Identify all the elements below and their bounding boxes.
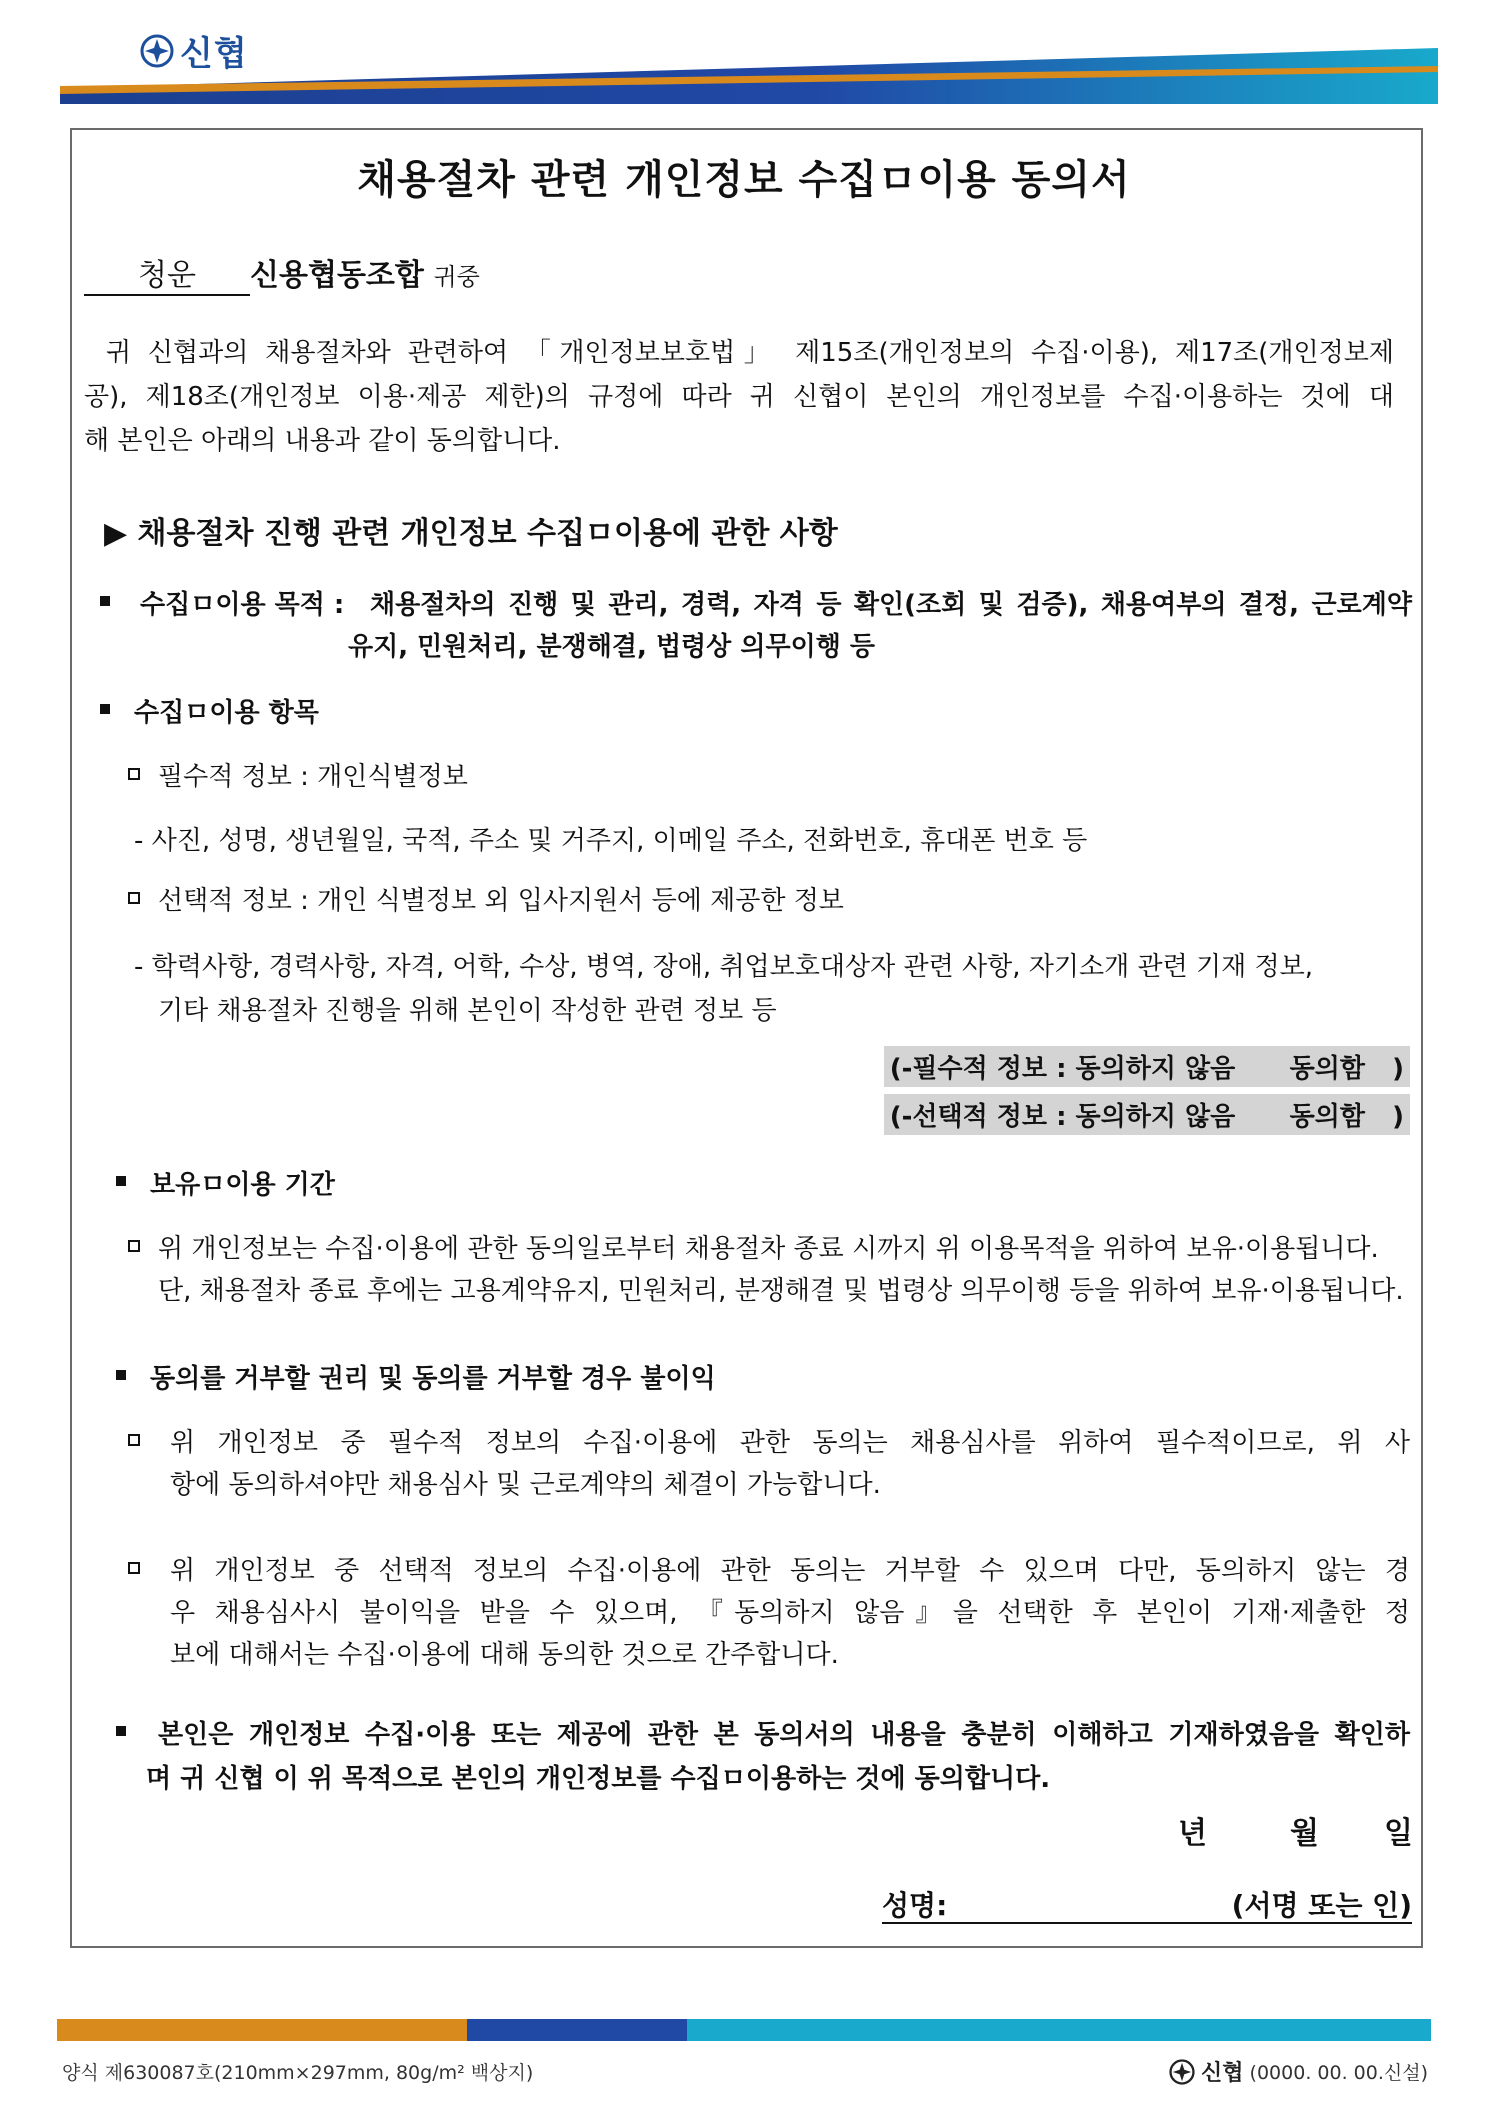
logo-wordmark: 신협 [180, 34, 248, 74]
bullet-icon [116, 1370, 126, 1380]
form-info: 양식 제630087호(210mm×297mm, 80g/m² 백상지) [62, 2062, 534, 2084]
required-info-label: 필수적 정보 : 개인식별정보 [158, 762, 468, 792]
footer-version: (0000. 00. 00.신설) [1249, 2062, 1428, 2084]
header-band [60, 48, 1438, 104]
final-line-1: 본인은 개인정보 수집·이용 또는 제공에 관한 본 동의서의 내용을 충분히 이해하고 기재하였음을 확인하 [158, 1720, 1410, 1750]
refuse2-line-3: 보에 대해서는 수집·이용에 대해 동의한 것으로 간주합니다. [170, 1640, 839, 1670]
cu-logo-icon [1169, 2059, 1195, 2085]
recipient-org: 신용협동조합 [250, 258, 424, 293]
checkbox-bullet-icon [128, 892, 140, 904]
final-line-2: 며 귀 신협 이 위 목적으로 본인의 개인정보를 수집ㅁ이용하는 것에 동의합니다. [146, 1764, 1051, 1794]
consent-required-row[interactable]: (-필수적 정보 : 동의하지 않음 동의함 ) [884, 1046, 1410, 1087]
retention-heading: 보유ㅁ이용 기간 [150, 1170, 335, 1200]
date-day[interactable]: 일 [1384, 1816, 1413, 1851]
refuse2-line-2: 우 채용심사시 불이익을 받을 수 있으며, 『동의하지 않음』을 선택한 후 본인이 기재·제출한 정 [170, 1598, 1410, 1628]
bullet-icon [116, 1726, 126, 1736]
intro-line-1: 귀 신협과의 채용절차와 관련하여 「개인정보보호법」 제15조(개인정보의 수집·이용), 제17조(개인정보제 [106, 338, 1394, 368]
items-heading: 수집ㅁ이용 항목 [134, 698, 319, 728]
purpose-line-2: 유지, 민원처리, 분쟁해결, 법령상 의무이행 등 [348, 632, 875, 662]
refuse-heading: 동의를 거부할 권리 및 동의를 거부할 경우 불이익 [150, 1364, 716, 1394]
purpose-label: 수집ㅁ이용 목적 : [140, 590, 345, 620]
retention-line-2: 단, 채용절차 종료 후에는 고용계약유지, 민원처리, 분쟁해결 및 법령상 의무이행 등을 위하여 보유·이용됩니다. [158, 1276, 1404, 1306]
optional-info-detail-2: 기타 채용절차 진행을 위해 본인이 작성한 관련 정보 등 [158, 996, 777, 1026]
required-info-detail: - 사진, 성명, 생년월일, 국적, 주소 및 거주지, 이메일 주소, 전화번호, 휴대폰 번호 등 [134, 826, 1088, 856]
recipient-line [84, 250, 480, 296]
bullet-icon [116, 1176, 126, 1186]
signature-line[interactable] [882, 1884, 1412, 1924]
bullet-icon [100, 704, 110, 714]
intro-line-2: 공), 제18조(개인정보 이용·제공 제한)의 규정에 따라 귀 신협이 본인의 개인정보를 수집·이용하는 것에 대 [84, 382, 1394, 412]
footer-brand [1169, 2056, 1428, 2087]
recipient-name: 청운 [84, 250, 250, 296]
footer-band [57, 2019, 1431, 2041]
optional-info-detail-1: - 학력사항, 경력사항, 자격, 어학, 수상, 병역, 장애, 취업보호대상자 관련 사항, 자기소개 관련 기재 정보, [134, 952, 1313, 982]
signature-suffix: (서명 또는 인) [1231, 1889, 1412, 1922]
consent-optional-row[interactable]: (-선택적 정보 : 동의하지 않음 동의함 ) [884, 1094, 1410, 1135]
checkbox-bullet-icon [128, 1434, 140, 1446]
refuse1-line-1: 위 개인정보 중 필수적 정보의 수집·이용에 관한 동의는 채용심사를 위하여 필수적이므로, 위 사 [170, 1428, 1410, 1458]
optional-info-label: 선택적 정보 : 개인 식별정보 외 입사지원서 등에 제공한 정보 [158, 886, 844, 916]
bullet-icon [100, 596, 110, 606]
date-month[interactable]: 월 [1290, 1816, 1319, 1851]
document-title: 채용절차 관련 개인정보 수집ㅁ이용 동의서 [357, 157, 1131, 203]
purpose-line-1: 채용절차의 진행 및 관리, 경력, 자격 등 확인(조회 및 검증), 채용여부의 결정, 근로계약 [370, 590, 1412, 620]
footer-logo-text: 신협 [1201, 2061, 1244, 2086]
recipient-suffix: 귀중 [433, 263, 480, 291]
refuse2-line-1: 위 개인정보 중 선택적 정보의 수집·이용에 관한 동의는 거부할 수 있으며 다만, 동의하지 않는 경 [170, 1556, 1410, 1586]
signature-label: 성명: [882, 1889, 948, 1922]
intro-line-3: 해 본인은 아래의 내용과 같이 동의합니다. [84, 426, 561, 456]
checkbox-bullet-icon [128, 1562, 140, 1574]
section-heading: ▶ 채용절차 진행 관련 개인정보 수집ㅁ이용에 관한 사항 [104, 516, 838, 551]
date-year[interactable]: 년 [1178, 1816, 1207, 1851]
retention-line-1: 위 개인정보는 수집·이용에 관한 동의일로부터 채용절차 종료 시까지 위 이용목적을 위하여 보유·이용됩니다. [158, 1234, 1379, 1264]
checkbox-bullet-icon [128, 1240, 140, 1252]
refuse1-line-2: 항에 동의하셔야만 채용심사 및 근로계약의 체결이 가능합니다. [170, 1470, 881, 1500]
checkbox-bullet-icon [128, 768, 140, 780]
